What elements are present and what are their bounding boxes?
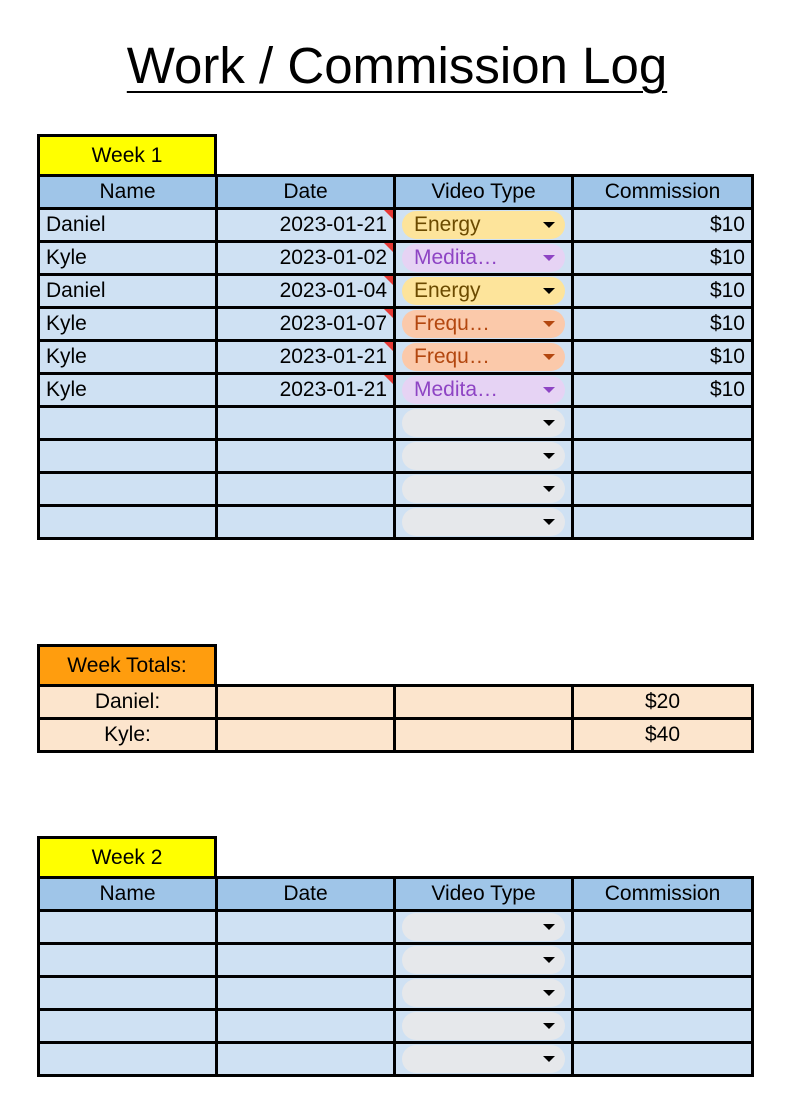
date-cell[interactable]	[217, 407, 395, 440]
date-value: 2023-01-21	[279, 213, 387, 236]
video-type-dropdown[interactable]	[402, 244, 565, 272]
commission-cell[interactable]: $10	[573, 341, 753, 374]
commission-cell[interactable]: $10	[573, 275, 753, 308]
video-type-cell[interactable]	[395, 308, 573, 341]
name-cell[interactable]: Daniel	[39, 275, 217, 308]
video-type-cell[interactable]	[395, 977, 573, 1010]
video-type-label: Frequ…	[414, 312, 490, 335]
totals-amount: $40	[573, 719, 753, 752]
date-cell[interactable]	[217, 242, 395, 275]
date-value: 2023-01-02	[279, 246, 387, 269]
name-cell[interactable]: Kyle	[39, 374, 217, 407]
totals-amount: $20	[573, 686, 753, 719]
dropdown-arrow-icon[interactable]	[543, 453, 555, 459]
header-date: Date	[217, 878, 395, 911]
commission-cell[interactable]: $10	[573, 374, 753, 407]
video-type-dropdown[interactable]	[402, 376, 565, 404]
date-cell[interactable]	[217, 473, 395, 506]
table-row	[39, 407, 753, 440]
video-type-cell[interactable]	[395, 440, 573, 473]
video-type-cell[interactable]	[395, 407, 573, 440]
comment-indicator[interactable]	[384, 342, 393, 351]
week2-table	[37, 876, 754, 1077]
table-row	[39, 275, 753, 308]
date-cell[interactable]	[217, 275, 395, 308]
header-commission: Commission	[573, 176, 753, 209]
video-type-cell[interactable]	[395, 506, 573, 539]
video-type-dropdown[interactable]	[402, 508, 565, 536]
dropdown-arrow-icon[interactable]	[543, 288, 555, 294]
commission-cell[interactable]	[573, 1010, 753, 1043]
comment-indicator[interactable]	[384, 276, 393, 285]
totals-label: Kyle:	[39, 719, 217, 752]
table-row	[39, 911, 753, 944]
header-name: Name	[39, 176, 217, 209]
date-cell[interactable]	[217, 506, 395, 539]
dropdown-arrow-icon[interactable]	[543, 354, 555, 360]
date-cell[interactable]	[217, 308, 395, 341]
date-value: 2023-01-21	[279, 345, 387, 368]
date-cell[interactable]	[217, 209, 395, 242]
dropdown-arrow-icon[interactable]	[543, 990, 555, 996]
commission-cell[interactable]	[573, 911, 753, 944]
dropdown-arrow-icon[interactable]	[543, 924, 555, 930]
dropdown-arrow-icon[interactable]	[543, 255, 555, 261]
totals-tab: Week Totals:	[37, 644, 217, 685]
video-type-cell[interactable]	[395, 341, 573, 374]
commission-cell[interactable]	[573, 473, 753, 506]
video-type-label: Energy	[414, 213, 481, 236]
name-cell[interactable]: Kyle	[39, 341, 217, 374]
video-type-cell[interactable]	[395, 209, 573, 242]
video-type-label: Medita…	[414, 246, 499, 269]
header-date: Date	[217, 176, 395, 209]
commission-cell[interactable]	[573, 944, 753, 977]
name-cell[interactable]	[39, 407, 217, 440]
page-title-text: Work / Commission Log	[126, 37, 668, 94]
totals-label: Daniel:	[39, 686, 217, 719]
date-cell[interactable]	[217, 977, 395, 1010]
video-type-dropdown[interactable]	[402, 913, 565, 941]
name-cell[interactable]	[39, 440, 217, 473]
week1-tab: Week 1	[37, 134, 217, 175]
video-type-cell[interactable]	[395, 275, 573, 308]
table-row	[39, 977, 753, 1010]
totals-empty-cell[interactable]	[395, 719, 573, 752]
commission-cell[interactable]	[573, 506, 753, 539]
dropdown-arrow-icon[interactable]	[543, 486, 555, 492]
name-cell[interactable]	[39, 1043, 217, 1076]
date-cell[interactable]	[217, 341, 395, 374]
table-row	[39, 341, 753, 374]
date-cell[interactable]	[217, 1010, 395, 1043]
totals-empty-cell[interactable]	[217, 686, 395, 719]
video-type-label: Frequ…	[414, 345, 490, 368]
table-row	[39, 1010, 753, 1043]
name-cell[interactable]	[39, 473, 217, 506]
video-type-dropdown[interactable]	[402, 475, 565, 503]
table-row	[39, 473, 753, 506]
video-type-cell[interactable]	[395, 911, 573, 944]
table-row	[39, 374, 753, 407]
comment-indicator[interactable]	[384, 309, 393, 318]
video-type-dropdown[interactable]	[402, 946, 565, 974]
date-cell[interactable]	[217, 1043, 395, 1076]
date-value: 2023-01-21	[279, 378, 387, 401]
video-type-cell[interactable]	[395, 473, 573, 506]
date-value: 2023-01-07	[279, 312, 387, 335]
video-type-cell[interactable]	[395, 1010, 573, 1043]
table-row	[39, 242, 753, 275]
name-cell[interactable]	[39, 911, 217, 944]
commission-cell[interactable]: $10	[573, 308, 753, 341]
video-type-dropdown[interactable]	[402, 310, 565, 338]
video-type-cell[interactable]	[395, 944, 573, 977]
comment-indicator[interactable]	[384, 210, 393, 219]
name-cell[interactable]: Kyle	[39, 308, 217, 341]
video-type-cell[interactable]	[395, 1043, 573, 1076]
week2-tab: Week 2	[37, 836, 217, 877]
video-type-dropdown[interactable]	[402, 979, 565, 1007]
totals-table	[37, 684, 754, 753]
date-cell[interactable]	[217, 374, 395, 407]
commission-cell[interactable]	[573, 977, 753, 1010]
name-cell[interactable]: Kyle	[39, 242, 217, 275]
commission-cell[interactable]	[573, 440, 753, 473]
totals-empty-cell[interactable]	[395, 686, 573, 719]
name-cell[interactable]	[39, 977, 217, 1010]
dropdown-arrow-icon[interactable]	[543, 957, 555, 963]
header-video-type: Video Type	[395, 176, 573, 209]
table-row	[39, 209, 753, 242]
header-commission: Commission	[573, 878, 753, 911]
comment-indicator[interactable]	[384, 243, 393, 252]
date-cell[interactable]	[217, 440, 395, 473]
commission-cell[interactable]	[573, 407, 753, 440]
dropdown-arrow-icon[interactable]	[543, 321, 555, 327]
table-row	[39, 944, 753, 977]
header-video-type: Video Type	[395, 878, 573, 911]
video-type-label: Medita…	[414, 378, 499, 401]
name-cell[interactable]	[39, 506, 217, 539]
header-row	[39, 176, 753, 209]
header-name: Name	[39, 878, 217, 911]
video-type-dropdown[interactable]	[402, 1045, 565, 1073]
table-row	[39, 506, 753, 539]
video-type-cell[interactable]	[395, 374, 573, 407]
commission-cell[interactable]: $10	[573, 242, 753, 275]
dropdown-arrow-icon[interactable]	[543, 222, 555, 228]
video-type-cell[interactable]	[395, 242, 573, 275]
table-row	[39, 1043, 753, 1076]
totals-empty-cell[interactable]	[217, 719, 395, 752]
table-row	[39, 440, 753, 473]
name-cell[interactable]	[39, 944, 217, 977]
dropdown-arrow-icon[interactable]	[543, 519, 555, 525]
totals-row	[39, 686, 753, 719]
video-type-dropdown[interactable]	[402, 277, 565, 305]
video-type-dropdown[interactable]	[402, 211, 565, 239]
commission-cell[interactable]: $10	[573, 209, 753, 242]
date-cell[interactable]	[217, 944, 395, 977]
video-type-dropdown[interactable]	[402, 1012, 565, 1040]
video-type-dropdown[interactable]	[402, 343, 565, 371]
video-type-label: Energy	[414, 279, 481, 302]
video-type-dropdown[interactable]	[402, 442, 565, 470]
video-type-dropdown[interactable]	[402, 409, 565, 437]
dropdown-arrow-icon[interactable]	[543, 387, 555, 393]
week1-table	[37, 174, 754, 540]
page-title	[0, 36, 794, 95]
table-row	[39, 308, 753, 341]
dropdown-arrow-icon[interactable]	[543, 1023, 555, 1029]
date-value: 2023-01-04	[279, 279, 387, 302]
dropdown-arrow-icon[interactable]	[543, 420, 555, 426]
name-cell[interactable]: Daniel	[39, 209, 217, 242]
name-cell[interactable]	[39, 1010, 217, 1043]
commission-cell[interactable]	[573, 1043, 753, 1076]
comment-indicator[interactable]	[384, 375, 393, 384]
header-row	[39, 878, 753, 911]
totals-row	[39, 719, 753, 752]
date-cell[interactable]	[217, 911, 395, 944]
dropdown-arrow-icon[interactable]	[543, 1056, 555, 1062]
